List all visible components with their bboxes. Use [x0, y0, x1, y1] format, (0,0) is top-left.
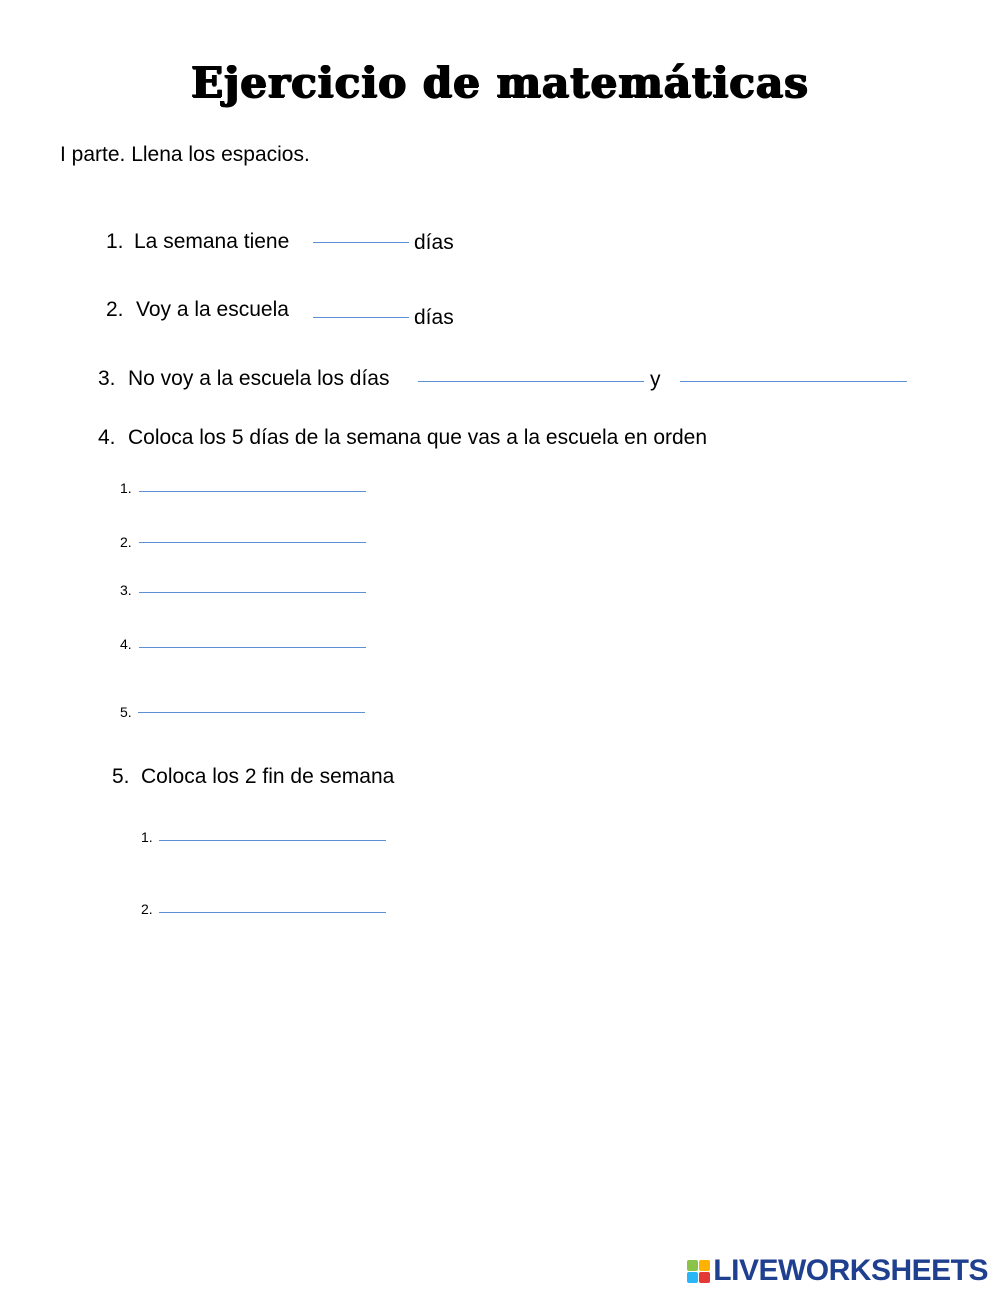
q2-answer-input[interactable]	[313, 292, 409, 316]
q5-item-1-blank[interactable]	[159, 840, 386, 841]
q4-item-1-label: 1.	[120, 480, 132, 496]
q1-after: días	[414, 231, 454, 254]
q4-item-5-input[interactable]	[138, 687, 365, 711]
logo-square-1	[687, 1260, 698, 1271]
q1-answer-input[interactable]	[313, 217, 409, 241]
q2-text: Voy a la escuela	[136, 298, 289, 321]
q3-connector: y	[650, 368, 661, 391]
q3-blank-2[interactable]	[680, 381, 907, 382]
logo-square-2	[699, 1260, 710, 1271]
liveworksheets-logo-text: LIVEWORKSHEETS	[713, 1254, 988, 1287]
q3-number: 3.	[98, 367, 116, 390]
q1-number: 1.	[106, 230, 124, 253]
q5-number: 5.	[112, 765, 130, 788]
q3-answer-input-2[interactable]	[680, 356, 907, 380]
q5-item-2-input[interactable]	[159, 887, 386, 911]
page-title: Ejercicio de matemáticas	[191, 58, 809, 107]
q4-item-4-label: 4.	[120, 636, 132, 652]
q4-item-5-blank[interactable]	[138, 712, 365, 713]
q2-number: 2.	[106, 298, 124, 321]
q4-item-2-label: 2.	[120, 534, 132, 550]
q4-item-4-input[interactable]	[139, 622, 366, 646]
q4-item-3-blank[interactable]	[139, 592, 366, 593]
q4-text: Coloca los 5 días de la semana que vas a la escuela en orden	[128, 426, 708, 449]
q1-blank[interactable]	[313, 242, 409, 243]
q5-item-2-label: 2.	[141, 901, 153, 917]
q4-item-2-input[interactable]	[139, 517, 366, 541]
q5-text: Coloca los 2 fin de semana	[141, 765, 395, 788]
liveworksheets-logo-icon	[687, 1260, 710, 1283]
q2-after: días	[414, 306, 454, 329]
q4-item-4-blank[interactable]	[139, 647, 366, 648]
q5-item-1-input[interactable]	[159, 815, 386, 839]
q4-item-1-input[interactable]	[139, 466, 366, 490]
q4-item-3-label: 3.	[120, 582, 132, 598]
logo-square-3	[687, 1272, 698, 1283]
q4-item-1-blank[interactable]	[139, 491, 366, 492]
q3-answer-input-1[interactable]	[418, 356, 644, 380]
logo-square-4	[699, 1272, 710, 1283]
q4-item-2-blank[interactable]	[139, 542, 366, 543]
q5-item-1-label: 1.	[141, 829, 153, 845]
q3-blank-1[interactable]	[418, 381, 644, 382]
part-heading: I parte. Llena los espacios.	[60, 143, 310, 166]
liveworksheets-logo[interactable]	[687, 1254, 988, 1288]
q4-item-5-label: 5.	[120, 704, 132, 720]
q4-item-3-input[interactable]	[139, 567, 366, 591]
q2-blank[interactable]	[313, 317, 409, 318]
q1-text: La semana tiene	[134, 230, 290, 253]
q4-number: 4.	[98, 426, 116, 449]
q3-text: No voy a la escuela los días	[128, 367, 390, 390]
q5-item-2-blank[interactable]	[159, 912, 386, 913]
